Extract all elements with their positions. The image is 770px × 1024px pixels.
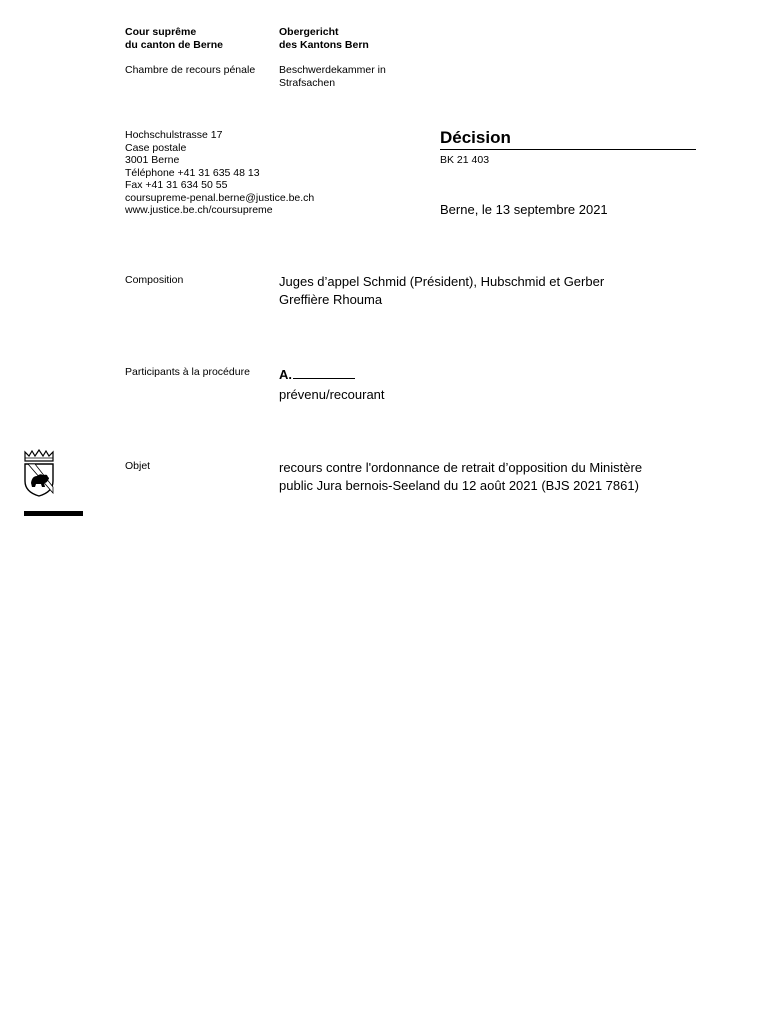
participant-name-blank: [293, 366, 355, 379]
chamber-name-de-line1: Beschwerdekammer in: [279, 64, 386, 76]
court-name-fr-line1: Cour suprême: [125, 26, 197, 38]
crest-underline-bar: [24, 511, 83, 516]
address-po-box: Case postale: [125, 141, 187, 154]
address-block: [125, 129, 314, 217]
court-name-fr-line2: du canton de Berne: [125, 38, 224, 51]
object-label: Objet: [125, 460, 151, 472]
participant-name: [279, 366, 355, 382]
court-name-de: [279, 26, 369, 51]
address-fax: Fax +41 31 634 50 55: [125, 179, 228, 191]
object-value: [279, 459, 699, 495]
composition-value: [279, 273, 604, 309]
case-number: BK 21 403: [440, 154, 490, 166]
chamber-name-de: [279, 64, 386, 89]
decision-title: Décision: [440, 128, 696, 150]
composition-label: Composition: [125, 274, 184, 286]
address-phone: Téléphone +41 31 635 48 13: [125, 166, 260, 179]
address-street: Hochschulstrasse 17: [125, 129, 223, 141]
chamber-name-fr: Chambre de recours pénale: [125, 64, 256, 76]
participant-role: prévenu/recourant: [279, 387, 385, 402]
participant-name-text: A.: [279, 367, 292, 382]
place-date: Berne, le 13 septembre 2021: [440, 202, 608, 217]
composition-judges: Juges d’appel Schmid (Président), Hubschmid et Gerber: [279, 274, 605, 289]
court-name-de-line1: Obergericht: [279, 26, 339, 38]
address-email[interactable]: coursupreme-penal.berne@justice.be.ch: [125, 191, 315, 204]
address-city: 3001 Berne: [125, 154, 180, 166]
chamber-name-de-line2: Strafsachen: [279, 76, 336, 89]
object-line1: recours contre l'ordonnance de retrait d’opposition du Ministère: [279, 460, 643, 475]
court-name-de-line2: des Kantons Bern: [279, 38, 369, 51]
participants-label: Participants à la procédure: [125, 366, 250, 378]
address-web[interactable]: www.justice.be.ch/coursupreme: [125, 204, 273, 216]
composition-clerk: Greffière Rhouma: [279, 292, 383, 307]
bern-coat-of-arms-icon: [23, 449, 55, 497]
object-line2: public Jura bernois-Seeland du 12 août 2021 (BJS 2021 7861): [279, 478, 639, 493]
court-name-fr: [125, 26, 223, 51]
